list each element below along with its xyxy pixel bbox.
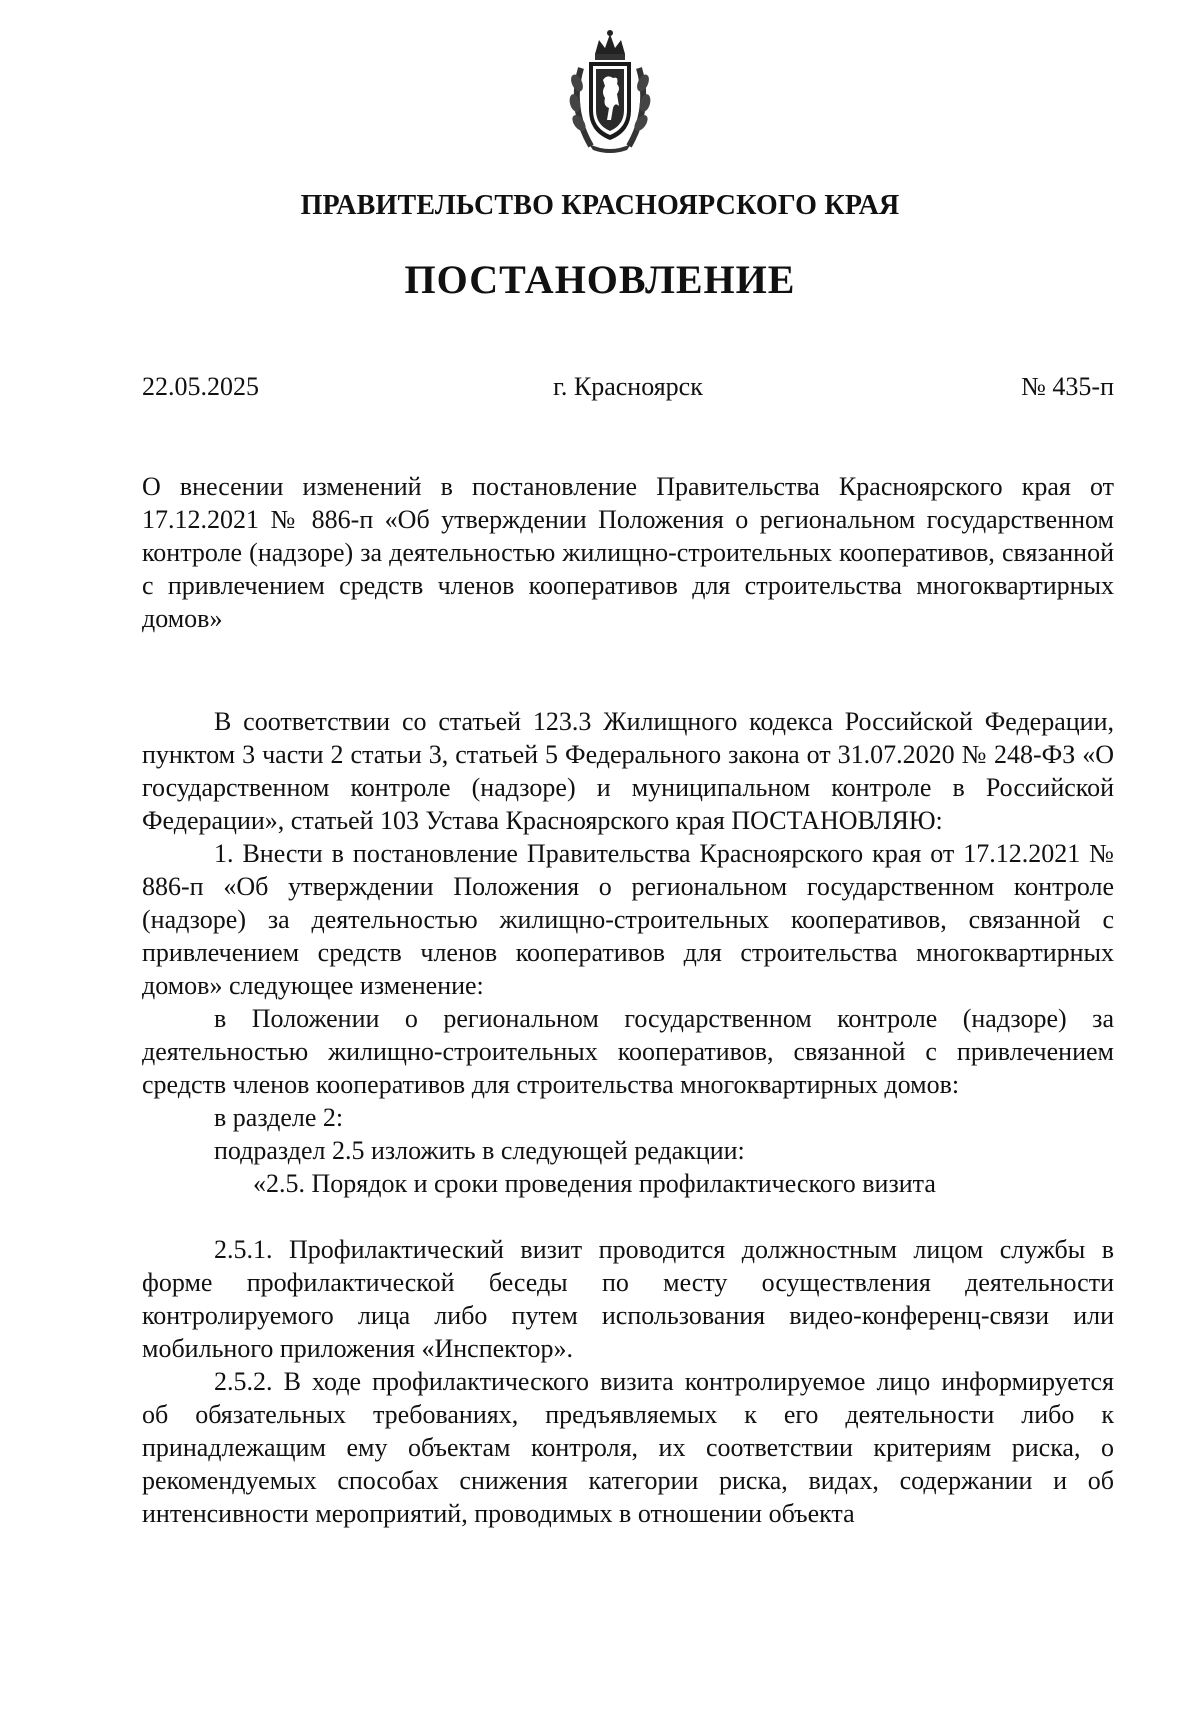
- paragraph-preamble: В соответствии со статьей 123.3 Жилищного кодекса Российской Федерации, пунктом 3 части 2 статьи 3, статьей 5 Федерального закона от 31.07.2020 № 248-ФЗ «О государственном контроле (надзоре) и муниципальном контроле в Российской Федерации», статьей 103 Устава Красноярского края ПОСТАНОВЛЯЮ:: [142, 707, 1114, 835]
- subsection-heading: «2.5. Порядок и сроки проведения профилактического визита: [253, 1169, 936, 1198]
- document-city: г. Красноярск: [553, 372, 703, 401]
- paragraph-item-1: 1. Внести в постановление Правительства Красноярского края от 17.12.2021 № 886-п «Об утверждении Положения о региональном государственном контроле (надзоре) за деятельностью жилищно-строительных кооперативов, связанной с привлечением средств членов кооперативов для строительства многоквартирных домов» следующее изменение:: [142, 839, 1114, 1000]
- document-number: № 435-п: [1021, 372, 1114, 401]
- organization-name: ПРАВИТЕЛЬСТВО КРАСНОЯРСКОГО КРАЯ: [300, 190, 900, 221]
- document-date: 22.05.2025: [142, 372, 259, 401]
- coat-of-arms-icon: [567, 28, 653, 156]
- paragraph-subsection-2-5: подраздел 2.5 изложить в следующей редакции:: [214, 1136, 745, 1165]
- spacer: [142, 1200, 1114, 1233]
- paragraph-section-2: в разделе 2:: [214, 1103, 344, 1132]
- paragraph-2-5-1: 2.5.1. Профилактический визит проводится должностным лицом службы в форме профилактической беседы по месту осуществления деятельности контролируемого лица либо путем использования видео-конференц-связи или мобильного приложения «Инспектор».: [142, 1235, 1114, 1363]
- document-body: [142, 705, 1114, 1530]
- paragraph-amendment: в Положении о региональном государственном контроле (надзоре) за деятельностью жилищно-строительных кооперативов, связанной с привлечением средств членов кооперативов для строительства многоквартирных домов:: [142, 1004, 1114, 1099]
- document-subject: О внесении изменений в постановление Правительства Красноярского края от 17.12.2021 № 886-п «Об утверждении Положения о региональном государственном контроле (надзоре) за деятельностью жилищно-строительных кооперативов, связанной с привлечением средств членов кооперативов для строительства многоквартирных домов»: [142, 472, 1114, 633]
- document-type: ПОСТАНОВЛЕНИЕ: [404, 257, 796, 302]
- paragraph-2-5-2: 2.5.2. В ходе профилактического визита контролируемое лицо информируется об обязательных требованиях, предъявляемых к его деятельности либо к принадлежащим ему объектам контроля, их соответствии критериям риска, о рекомендуемых способах снижения категории риска, видах, содержании и об интенсивности мероприятий, проводимых в отношении объекта: [142, 1367, 1114, 1528]
- document-meta: [142, 372, 1114, 406]
